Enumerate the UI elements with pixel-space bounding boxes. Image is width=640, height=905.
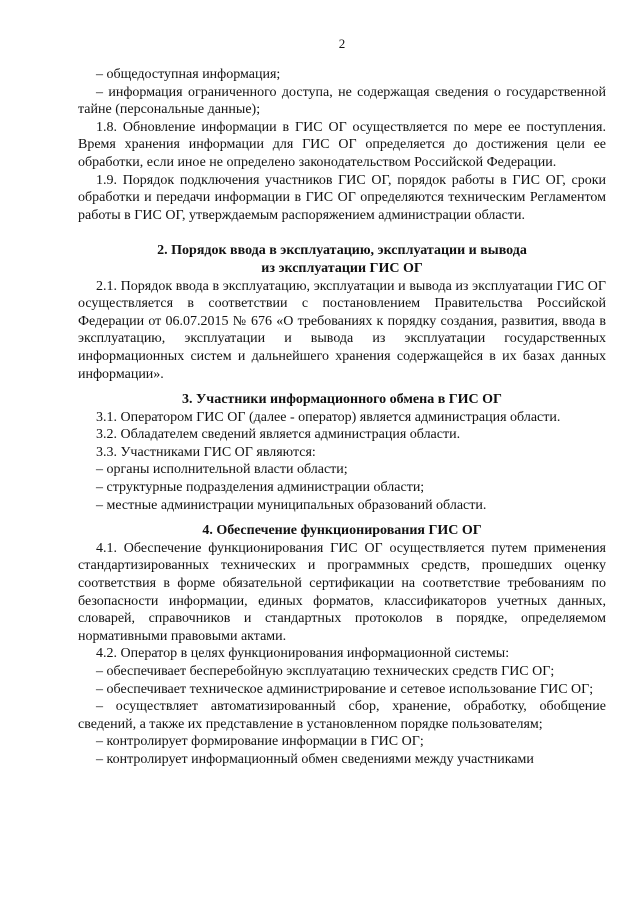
- list-item: – осуществляет автоматизированный сбор, хранение, обработку, обобщение сведений, а также их представление в установленном порядке пользователям;: [78, 699, 606, 732]
- section-4-heading: 4. Обеспечение функционирования ГИС ОГ: [202, 523, 482, 539]
- paragraph-3-2: 3.2. Обладателем сведений является администрация области.: [96, 427, 461, 443]
- page-number: 2: [338, 36, 346, 51]
- section-2-heading-line1: 2. Порядок ввода в эксплуатацию, эксплуатации и вывода: [157, 243, 527, 259]
- list-item: – местные администрации муниципальных образований области.: [96, 497, 487, 513]
- list-item: – органы исполнительной власти области;: [96, 462, 348, 478]
- list-item: – контролирует формирование информации в ГИС ОГ;: [96, 734, 424, 750]
- paragraph-1-9: 1.9. Порядок подключения участников ГИС ОГ, порядок работы в ГИС ОГ, сроки обработки и передачи информации в ГИС ОГ определяются техническим Регламентом работы в ГИС ОГ, утверждаемым распоряжением администрации области.: [78, 172, 606, 223]
- list-item: – контролирует информационный обмен сведениями между участниками: [96, 751, 534, 767]
- paragraph-4-2: 4.2. Оператор в целях функционирования информационной системы:: [96, 646, 510, 662]
- list-item: – обеспечивает бесперебойную эксплуатацию технических средств ГИС ОГ;: [96, 664, 555, 679]
- paragraph-3-3: 3.3. Участниками ГИС ОГ являются:: [96, 444, 316, 460]
- paragraph-2-1: 2.1. Порядок ввода в эксплуатацию, эксплуатации и вывода из эксплуатации ГИС ОГ осуществляется в соответствии с постановлением Правительства Российской Федерации от 06.07.2015 № 676 «О требованиях к порядку создания, развития, ввода в эксплуатацию, эксплуатации и вывода из эксплуатации государственных информационных систем и дальнейшего хранения содержащейся в их базах данных информации».: [78, 278, 606, 382]
- paragraph-3-1: 3.1. Оператором ГИС ОГ (далее - оператор) является администрация области.: [96, 409, 561, 425]
- list-item: – информация ограниченного доступа, не содержащая сведения о государственной тайне (персональные данные);: [78, 84, 606, 118]
- section-2-heading: [78, 242, 606, 277]
- paragraph-4-1: 4.1. Обеспечение функционирования ГИС ОГ осуществляется путем применения стандартизированных технических и программных средств, прошедших оценку соответствия в форме обязательной сертификации на соответствие требованиям по безопасности информации, единых форматов, классификаторов учетных данных, словарей, справочников и стандартных протоколов в порядке, определяемом нормативными правовыми актами.: [78, 540, 606, 644]
- section-2-heading-line2: из эксплуатации ГИС ОГ: [261, 260, 423, 276]
- paragraph-1-8: 1.8. Обновление информации в ГИС ОГ осуществляется по мере ее поступления. Время хранения информации для ГИС ОГ определяется до достижения цели ее обработки, если иное не определено законодательством Российской Федерации.: [78, 119, 606, 170]
- list-item: – обеспечивает техническое администрирование и сетевое использование ГИС ОГ;: [96, 681, 594, 697]
- section-3-heading: 3. Участники информационного обмена в ГИС ОГ: [182, 392, 502, 408]
- list-item: – структурные подразделения администрации области;: [96, 480, 425, 496]
- list-item: – общедоступная информация;: [96, 67, 281, 82]
